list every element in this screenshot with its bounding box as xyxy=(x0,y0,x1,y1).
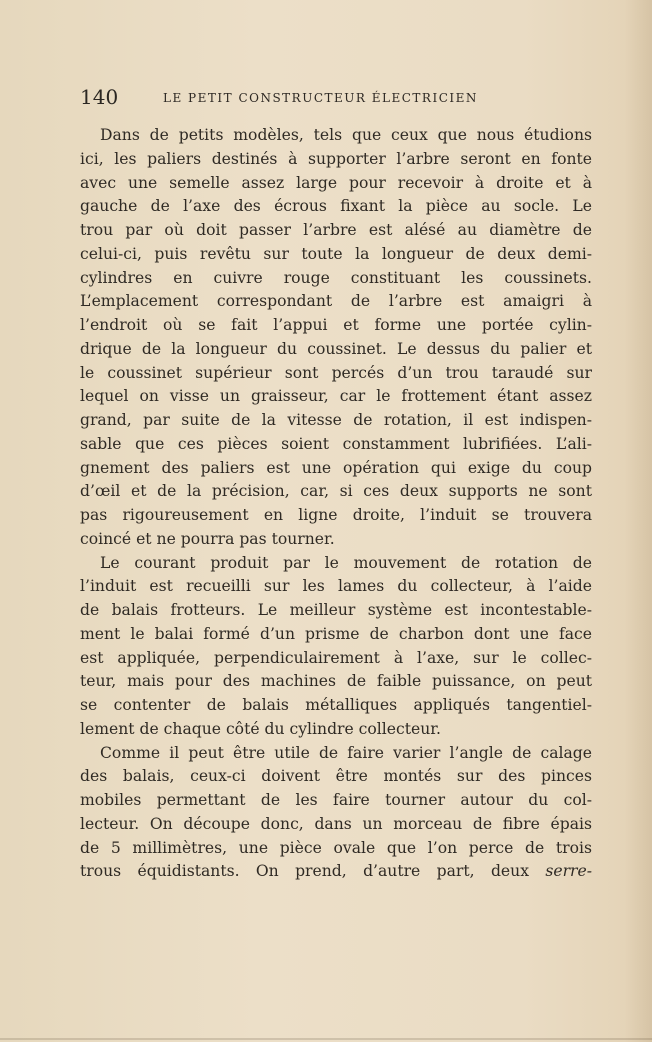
text-line: Dans de petits modèles, tels que ceux que nous étudions xyxy=(100,126,592,144)
text-line-final xyxy=(80,860,592,884)
page-bottom-edge xyxy=(0,1038,652,1040)
text-line: de balais frotteurs. Le meilleur système est incontestable- xyxy=(80,601,592,619)
italic-hyphenated-word: serre- xyxy=(545,862,592,881)
text-line: gauche de l’axe des écrous fixant la pièce au socle. Le xyxy=(80,197,592,216)
text-line: pas rigoureusement en ligne droite, l’induit se trouvera xyxy=(80,506,592,524)
page-edge-shadow xyxy=(624,0,652,1042)
page-number: 140 xyxy=(80,85,119,109)
text-line: L’emplacement correspondant de l’arbre est amaigri à xyxy=(80,292,592,311)
text-line: mobiles permettant de les faire tourner autour du col- xyxy=(80,791,592,809)
text-line: lement de chaque côté du cylindre collecteur. xyxy=(80,719,441,738)
text-line: ici, les paliers destinés à supporter l’arbre seront en fonte xyxy=(80,149,592,168)
text-line: lecteur. On découpe donc, dans un morceau de fibre épais xyxy=(80,814,592,833)
page-header xyxy=(80,86,600,110)
paragraph-2 xyxy=(80,552,592,742)
text-line: lequel on visse un graisseur, car le frottement étant assez xyxy=(80,387,592,406)
text-line: cylindres en cuivre rouge constituant les coussinets. xyxy=(80,268,592,287)
text-line: gnement des paliers est une opération qui exige du coup xyxy=(80,458,592,477)
running-title: LE PETIT CONSTRUCTEUR ÉLECTRICIEN xyxy=(163,91,478,105)
text-line: teur, mais pour des machines de faible puissance, on peut xyxy=(80,672,592,691)
text-line: coincé et ne pourra pas tourner. xyxy=(80,529,335,548)
paragraph-1 xyxy=(80,124,592,552)
text-line: des balais, ceux-ci doivent être montés sur des pinces xyxy=(80,767,592,786)
text-line: celui-ci, puis revêtu sur toute la longueur de deux demi- xyxy=(80,244,592,263)
text-line: se contenter de balais métalliques appliqués tangentiel- xyxy=(80,696,592,714)
text-line: d’œil et de la précision, car, si ces deux supports ne sont xyxy=(80,482,592,501)
text-line: l’induit est recueilli sur les lames du collecteur, à l’aide xyxy=(80,577,592,596)
text-line: sable que ces pièces soient constamment lubrifiées. L’ali- xyxy=(80,434,592,453)
text-line: ment le balai formé d’un prisme de charbon dont une face xyxy=(80,624,592,643)
text-line: drique de la longueur du coussinet. Le dessus du palier et xyxy=(80,339,592,358)
text-line: le coussinet supérieur sont percés d’un trou taraudé sur xyxy=(80,363,592,382)
text-line: Comme il peut être utile de faire varier l’angle de calage xyxy=(100,743,592,762)
text-line: de 5 millimètres, une pièce ovale que l’on perce de trois xyxy=(80,838,592,857)
text-line: trou par où doit passer l’arbre est alésé au diamètre de xyxy=(80,221,592,239)
text-line: Le courant produit par le mouvement de rotation de xyxy=(100,553,592,572)
text-line: avec une semelle assez large pour recevoir à droite et à xyxy=(80,173,592,192)
text-line: l’endroit où se fait l’appui et forme une portée cylin- xyxy=(80,316,592,334)
text-line: est appliquée, perpendiculairement à l’axe, sur le collec- xyxy=(80,648,592,667)
body-text xyxy=(80,124,592,884)
text-line: grand, par suite de la vitesse de rotation, il est indispen- xyxy=(80,411,592,429)
paragraph-3 xyxy=(80,742,592,885)
text-line-final-main: trous équidistants. On prend, d’autre part, deux xyxy=(80,862,529,881)
